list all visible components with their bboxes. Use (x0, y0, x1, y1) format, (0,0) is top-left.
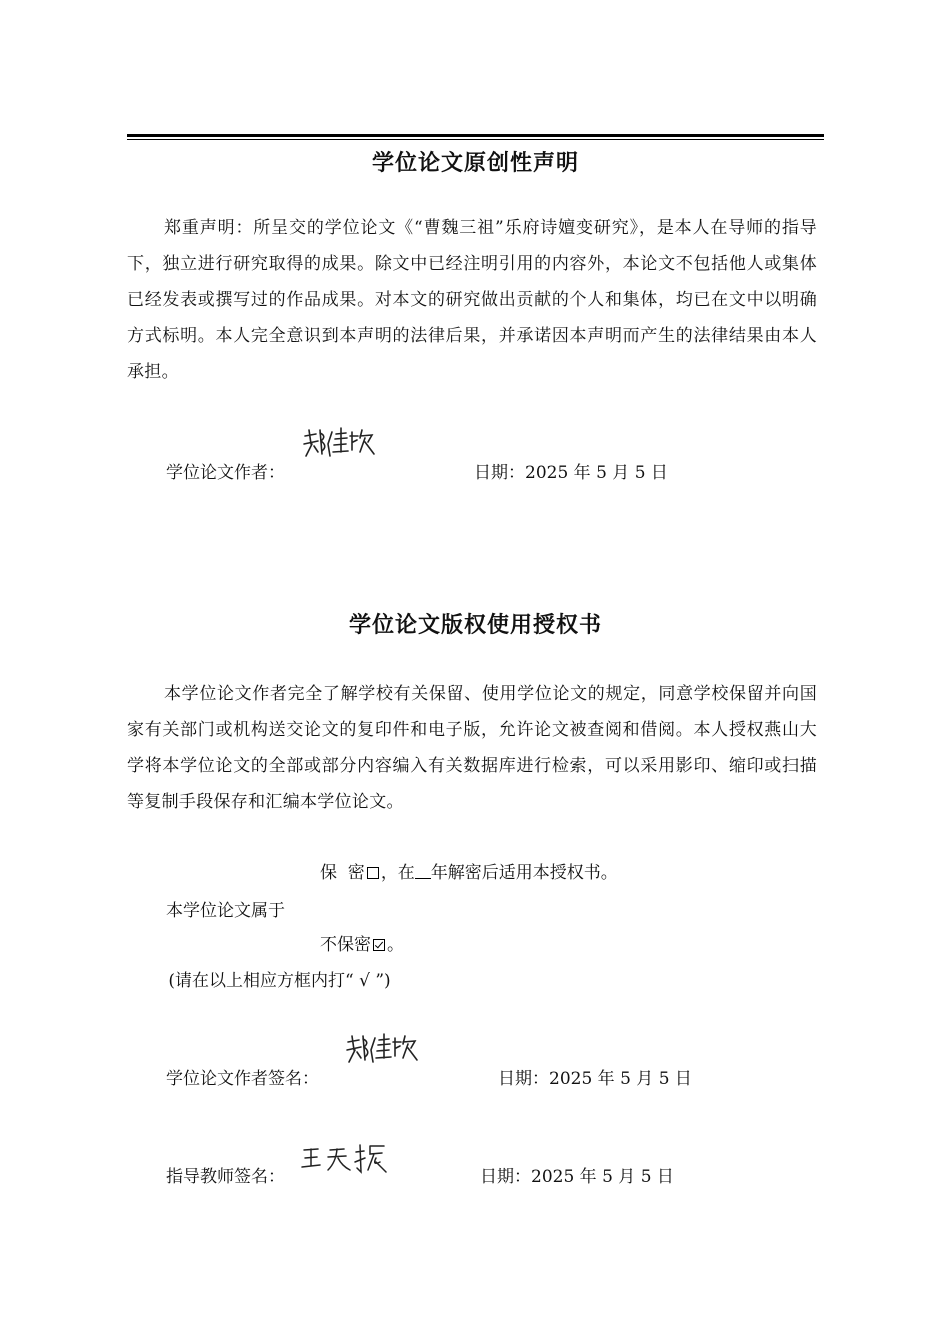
top-double-rule-thin (127, 139, 824, 140)
supervisor-sign-label: 指导教师签名： (166, 1167, 285, 1187)
declaration-body: 郑重声明：所呈交的学位论文《“曹魏三祖”乐府诗嬗变研究》，是本人在导师的指导下，独立进行研究取得的成果。除文中已经注明引用的内容外，本论文不包括他人或集体已经发表或撰写过的作品成果。对本文的研究做出贡献的个人和集体，均已在文中以明确方式标明。本人完全意识到本声明的法律后果，并承诺因本声明而产生的法律结果由本人承担。 (127, 218, 817, 382)
secret-tail: 年解密后适用本授权书。 (430, 863, 618, 883)
secret-checkbox[interactable] (367, 867, 379, 879)
declaration-date-value: 2025 年 5 月 5 日 (525, 463, 668, 483)
declaration-author-label: 学位论文作者： (166, 463, 285, 483)
supervisor-date-label: 日期： (480, 1167, 531, 1187)
top-double-rule-thick (127, 134, 824, 137)
non-secret-tail: 。 (387, 935, 404, 955)
authorization-body: 本学位论文作者完全了解学校有关保留、使用学位论文的规定，同意学校保留并向国家有关部门或机构送交论文的复印件和电子版，允许论文被查阅和借阅。本人授权燕山大学将本学位论文的全部或部分内容编入有关数据库进行检索，可以采用影印、缩印或扫描等复制手段保存和汇编本学位论文。 (127, 684, 817, 812)
authorization-author-date-value: 2025 年 5 月 5 日 (549, 1069, 692, 1089)
supervisor-date (480, 1162, 674, 1187)
secret-option-line (320, 858, 618, 883)
declaration-date-label: 日期： (474, 463, 525, 483)
author-signature-2 (342, 1030, 424, 1070)
authorization-title: 学位论文版权使用授权书 (348, 613, 602, 638)
declaration-title: 学位论文原创性声明 (371, 151, 579, 176)
supervisor-date-value: 2025 年 5 月 5 日 (531, 1167, 674, 1187)
secret-after-box: ，在 (380, 863, 415, 883)
authorization-author-date-label: 日期： (498, 1069, 549, 1089)
checkbox-instruction: (请在以上相应方框内打“ √ ”) (163, 971, 391, 991)
authorization-author-sign-label: 学位论文作者签名： (166, 1069, 319, 1089)
non-secret-checkbox[interactable] (373, 939, 385, 951)
declaration-date (474, 458, 668, 483)
authorization-author-date (498, 1064, 692, 1089)
supervisor-signature (300, 1140, 388, 1180)
non-secret-label: 不保密 (320, 935, 371, 955)
belongs-label: 本学位论文属于 (166, 901, 285, 921)
non-secret-option-line (320, 930, 404, 955)
secret-label: 保 密 (320, 863, 365, 883)
author-signature-1 (300, 424, 380, 464)
secret-years-blank[interactable] (415, 864, 431, 879)
